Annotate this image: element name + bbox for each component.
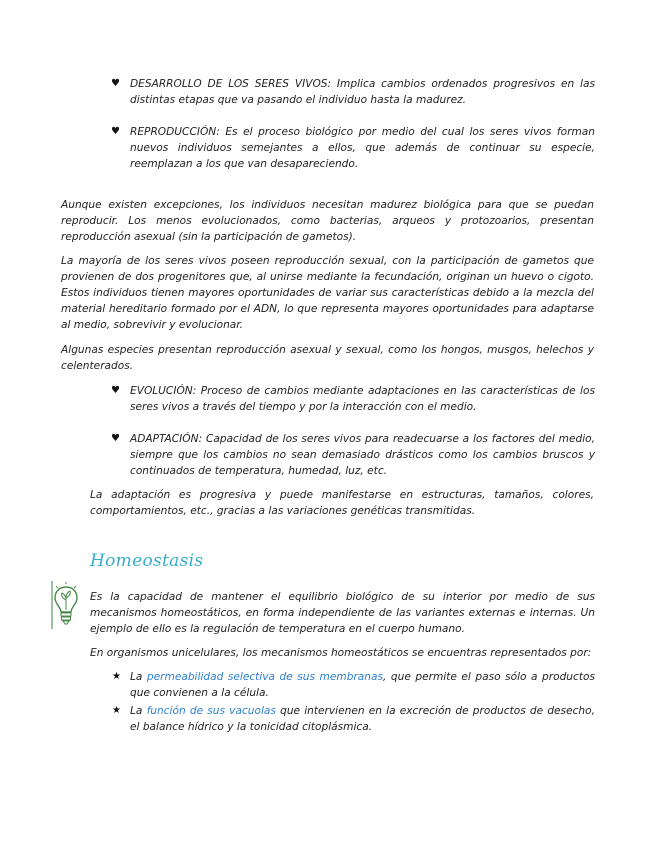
star-bullet-icon: ★ — [112, 671, 121, 682]
bullet-adaptacion: ADAPTACIÓN: Capacidad de los seres vivos para readecuarse a los factores del medio, siempre que los cambios no sean demasiado drásticos como los cambios bruscos y continuados de temperatura, humedad, luz, etc. — [130, 433, 595, 477]
section-title-homeostasis: Homeostasis — [90, 551, 204, 571]
link-funcion-vacuolas[interactable]: función de sus vacuolas — [146, 705, 276, 717]
heart-bullet-icon: ♥ — [111, 385, 120, 396]
heart-bullet-icon: ♥ — [111, 78, 120, 89]
item-suffix: que intervienen en la excreción de productos de desecho, el balance hídrico y la tonicidad citoplásmica. — [130, 705, 595, 733]
bullet-reproduccion: REPRODUCCIÓN: Es el proceso biológico por medio del cual los seres vivos forman nuevos individuos semejantes a ellos, que además de continuar su especie, reemplazan a los que van desapareciendo. — [130, 126, 595, 170]
item-prefix: La — [130, 671, 147, 683]
paragraph-reproduccion-sexual: La mayoría de los seres vivos poseen reproducción sexual, con la participación de gametos que provienen de dos progenitores que, al unirse mediante la fecundación, originan un huevo o cigoto. Estos individuos tienen mayores oportunidades de variar sus características debido a la mezcla del material hereditario formado por el ADN, lo que representa mayores oportunidades para adaptarse al medio, sobrevivir y evolucionar. — [61, 255, 594, 331]
paragraph-excepciones: Aunque existen excepciones, los individuos necesitan madurez biológica para que se puedan reproducir. Los menos evolucionados, como bacterias, arqueos y protozoarios, presentan reproducción asexual (sin la participación de gametos). — [61, 199, 594, 243]
item-prefix: La — [130, 705, 147, 717]
heart-bullet-icon: ♥ — [111, 433, 120, 444]
paragraph-homeostasis-definicion: Es la capacidad de mantener el equilibrio biológico de su interior por medio de sus mecanismos homeostáticos, en forma independiente de las variantes externas e internas. Un ejemplo de ello es la regulación de temperatura en el cuerpo humano. — [90, 591, 595, 635]
item-suffix: , que permite el paso sólo a productos que convienen a la célula. — [130, 671, 595, 699]
list-item-vacuolas — [130, 703, 595, 735]
paragraph-homeostasis-intro: En organismos unicelulares, los mecanismos homeostáticos se encuentras representados por: — [90, 647, 592, 659]
heart-bullet-icon: ♥ — [111, 126, 120, 137]
bullet-desarrollo: DESARROLLO DE LOS SERES VIVOS: Implica cambios ordenados progresivos en las distintas etapas que va pasando el individuo hasta la madurez. — [130, 78, 595, 106]
paragraph-adaptacion-progresiva: La adaptación es progresiva y puede manifestarse en estructuras, tamaños, colores, comportamientos, etc., gracias a las variaciones genéticas transmitidas. — [90, 489, 594, 517]
lightbulb-plant-icon — [51, 581, 81, 629]
link-permeabilidad-selectiva[interactable]: permeabilidad selectiva de sus membranas — [146, 671, 383, 683]
paragraph-especies: Algunas especies presentan reproducción asexual y sexual, como los hongos, musgos, helechos y celenterados. — [61, 344, 594, 372]
list-item-membranas — [130, 669, 595, 701]
bullet-evolucion: EVOLUCIÓN: Proceso de cambios mediante adaptaciones en las características de los seres vivos a través del tiempo y por la interacción con el medio. — [130, 385, 595, 413]
star-bullet-icon: ★ — [112, 705, 121, 716]
